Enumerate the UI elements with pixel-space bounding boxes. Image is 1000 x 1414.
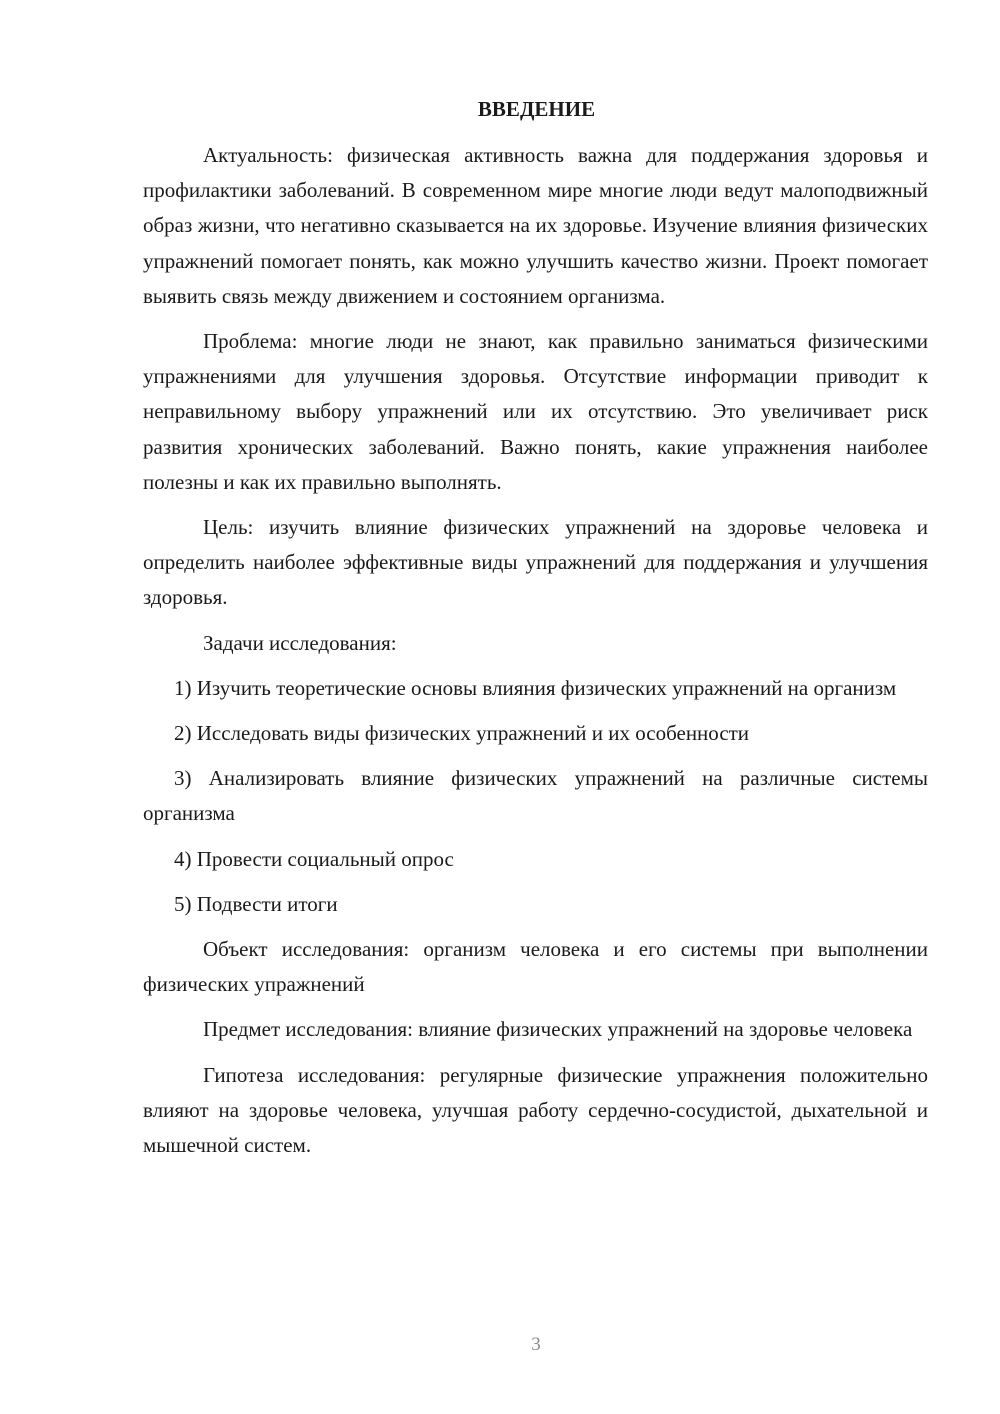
goal-paragraph: Цель: изучить влияние физических упражнений на здоровье человека и определить наиболее эффективные виды упражнений для поддержания и улучшения здоровья. <box>143 515 928 610</box>
section-title: ВВЕДЕНИЕ <box>477 97 596 121</box>
task-item: 2) Исследовать виды физических упражнений и их особенности <box>174 721 750 746</box>
hypothesis-paragraph: Гипотеза исследования: регулярные физические упражнения положительно влияют на здоровье человека, улучшая работу сердечно-сосудистой, дыхательной и мышечной систем. <box>143 1062 928 1158</box>
problem-paragraph: Проблема: многие люди не знают, как правильно заниматься физическими упражнениями для улучшения здоровья. Отсутствие информации приводит к неправильному выбору упражнений или их отсутствию. Это увеличивает риск развития хронических заболеваний. Важно понять, какие упражнения наиболее полезны и как их правильно выполнять. <box>143 329 928 494</box>
page-content <box>143 92 928 1173</box>
object-paragraph: Объект исследования: организм человека и его системы при выполнении физических упражнений <box>143 937 928 997</box>
page-number: 3 <box>531 1334 541 1355</box>
subject-paragraph: Предмет исследования: влияние физических упражнений на здоровье человека <box>203 1017 913 1042</box>
task-item: 3) Анализировать влияние физических упражнений на различные системы организма <box>143 766 928 826</box>
task-item: 1) Изучить теоретические основы влияния физических упражнений на организм <box>174 675 897 700</box>
task-item: 5) Подвести итоги <box>174 891 338 916</box>
tasks-heading: Задачи исследования: <box>203 630 397 655</box>
relevance-paragraph: Актуальность: физическая активность важна для поддержания здоровья и профилактики заболеваний. В современном мире многие люди ведут малоподвижный образ жизни, что негативно сказывается на их здоровье. Изучение влияния физических упражнений помогает понять, как можно улучшить качество жизни. Проект помогает выявить связь между движением и состоянием организма. <box>143 143 928 308</box>
task-item: 4) Провести социальный опрос <box>174 846 454 871</box>
